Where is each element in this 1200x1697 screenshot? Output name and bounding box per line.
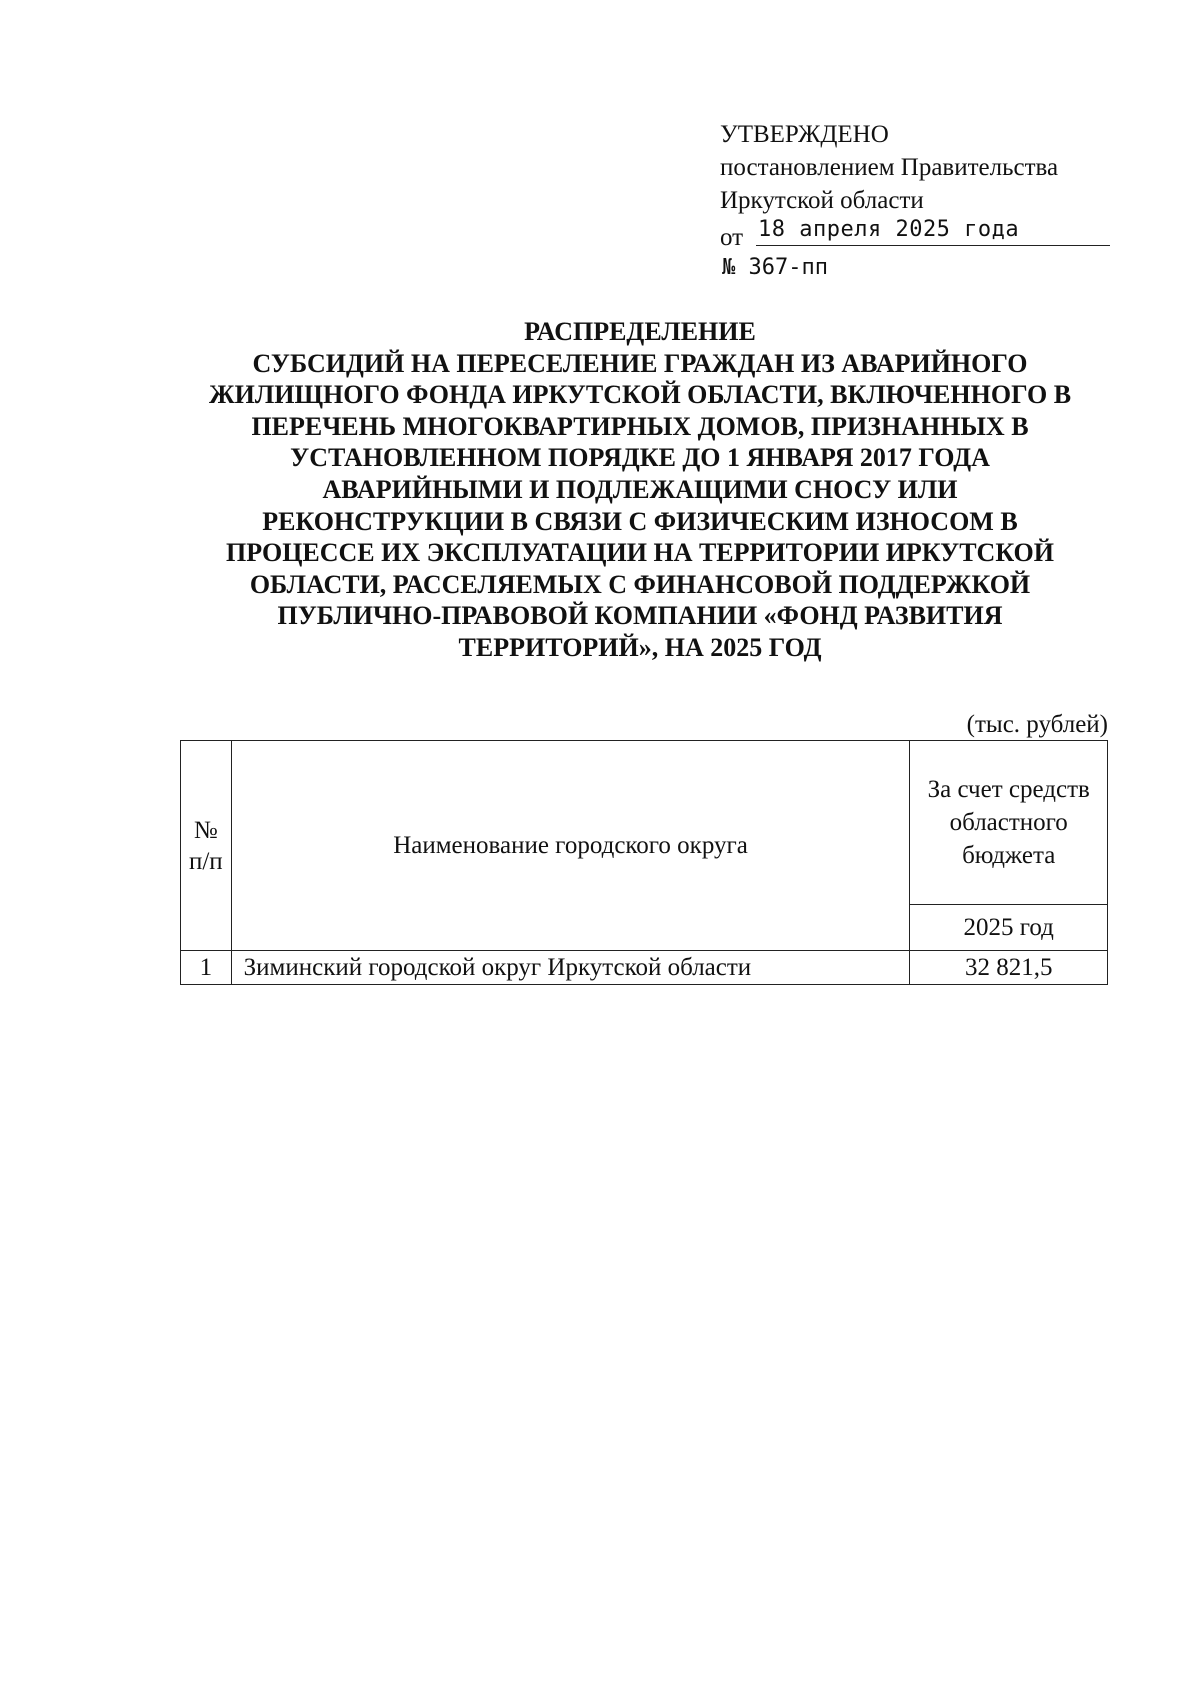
row-name: Зиминский городской округ Иркутской области: [231, 951, 910, 985]
title-line: СУБСИДИЙ НА ПЕРЕСЕЛЕНИЕ ГРАЖДАН ИЗ АВАРИЙНОГО: [252, 348, 1028, 378]
approval-date-prefix: от: [720, 224, 744, 251]
units-note: (тыс. рублей): [966, 711, 1108, 738]
approval-number: № 367-пп: [722, 255, 828, 280]
header-budget: [910, 741, 1108, 905]
title-line: УСТАНОВЛЕННОМ ПОРЯДКЕ ДО 1 ЯНВАРЯ 2017 ГОДА: [290, 443, 990, 473]
document-title: [160, 316, 1120, 664]
row-value: 32 821,5: [910, 951, 1108, 985]
title-line: ПРОЦЕССЕ ИХ ЭКСПЛУАТАЦИИ НА ТЕРРИТОРИИ ИРКУТСКОЙ: [226, 538, 1054, 568]
approval-date-underline: [756, 245, 1110, 246]
title-line: ОБЛАСТИ, РАССЕЛЯЕМЫХ С ФИНАНСОВОЙ ПОДДЕРЖКОЙ: [249, 569, 1031, 599]
title-line: ЖИЛИЩНОГО ФОНДА ИРКУТСКОЙ ОБЛАСТИ, ВКЛЮЧЕННОГО В: [208, 380, 1072, 410]
approval-date-line: [720, 217, 1120, 253]
approval-line-1: постановлением Правительства: [720, 154, 1059, 181]
title-line: ПЕРЕЧЕНЬ МНОГОКВАРТИРНЫХ ДОМОВ, ПРИЗНАННЫХ В: [251, 411, 1029, 441]
header-number-sign: №: [193, 816, 218, 844]
title-line: РЕКОНСТРУКЦИИ В СВЯЗИ С ФИЗИЧЕСКИМ ИЗНОСОМ В: [262, 506, 1018, 536]
header-budget-line-3: бюджета: [962, 842, 1056, 869]
table-row: [181, 951, 1108, 985]
header-budget-line-1: За счет средств: [927, 776, 1090, 803]
header-budget-line-2: областного: [949, 809, 1068, 836]
header-number: [181, 741, 232, 951]
header-year: 2025 год: [910, 905, 1108, 951]
title-line: ТЕРРИТОРИЙ», НА 2025 ГОД: [458, 632, 822, 662]
approval-line-2: Иркутской области: [720, 187, 924, 214]
row-number: 1: [181, 951, 232, 985]
title-line: ПУБЛИЧНО-ПРАВОВОЙ КОМПАНИИ «ФОНД РАЗВИТИЯ: [277, 601, 1003, 631]
header-number-pp: п/п: [188, 847, 223, 875]
approval-block: [720, 118, 1120, 284]
title-line: РАСПРЕДЕЛЕНИЕ: [524, 317, 756, 346]
title-line: АВАРИЙНЫМИ И ПОДЛЕЖАЩИМИ СНОСУ ИЛИ: [322, 474, 958, 504]
approval-status: УТВЕРЖДЕНО: [720, 121, 889, 148]
header-name: Наименование городского округа: [231, 741, 910, 951]
approval-date-value: 18 апреля 2025 года: [758, 217, 1020, 242]
table-header-row: [181, 741, 1108, 905]
distribution-table: [180, 740, 1108, 985]
